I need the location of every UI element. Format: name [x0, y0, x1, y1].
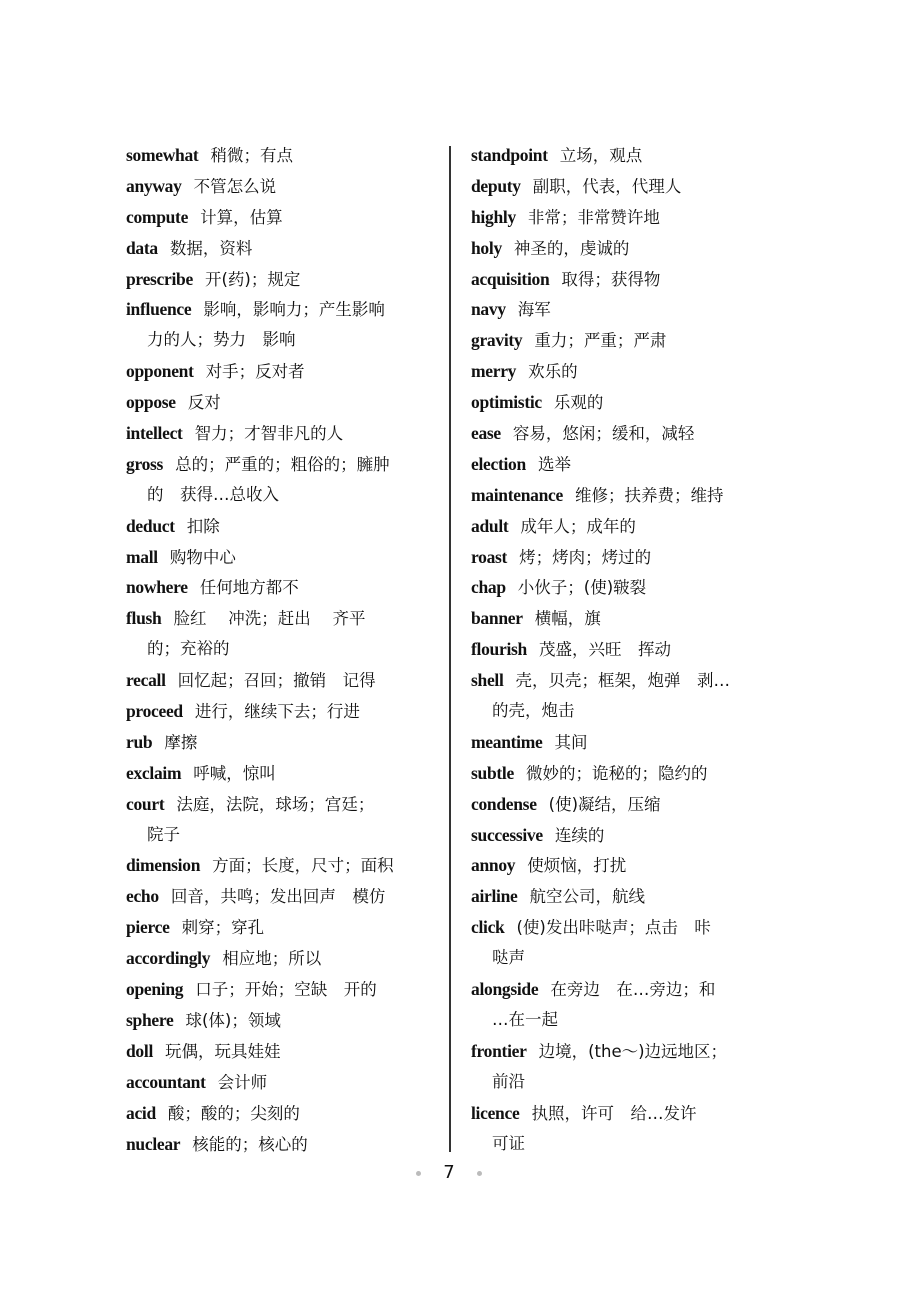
- vocab-entry: [471, 171, 781, 202]
- vocab-word: ease: [471, 423, 501, 444]
- vocab-definition: 海军: [517, 300, 551, 320]
- vocab-definition: 智力；才智非凡的人: [194, 424, 344, 444]
- vocab-word: oppose: [126, 392, 176, 413]
- vocab-definition: 脸红 冲洗；赶出 齐平: [173, 609, 366, 629]
- vocab-definition: 乐观的: [553, 393, 604, 413]
- vocab-word: licence: [471, 1102, 520, 1123]
- vocab-word: frontier: [471, 1040, 527, 1061]
- vocab-entry: [471, 820, 781, 851]
- vocab-definition: 横幅，旗: [534, 609, 601, 629]
- vocab-word: merry: [471, 361, 517, 382]
- vocab-word: doll: [126, 1040, 154, 1061]
- vocab-definition: 其间: [554, 732, 588, 752]
- vocab-entry: [471, 789, 781, 820]
- vocab-definition: 口子；开始；空缺 开的: [195, 980, 377, 1000]
- vocab-word: opponent: [126, 361, 194, 382]
- vocab-entry: [126, 294, 436, 356]
- vocab-word: pierce: [126, 917, 170, 938]
- vocab-entry: [126, 974, 436, 1005]
- vocab-word: influence: [126, 299, 192, 320]
- vocab-definition: 开(药)；规定: [204, 269, 301, 289]
- vocab-definition-continued: 院子: [147, 824, 180, 844]
- left-column: [126, 140, 436, 1159]
- vocab-definition: 计算，估算: [200, 207, 283, 227]
- vocab-word: sphere: [126, 1009, 174, 1030]
- vocab-definition: 不管怎么说: [193, 176, 277, 196]
- vocab-entry: [126, 233, 436, 264]
- vocab-definition: 刺穿；穿孔: [181, 918, 265, 938]
- vocab-word: meantime: [471, 731, 543, 752]
- vocab-word: data: [126, 237, 158, 258]
- vocab-entry: [126, 850, 436, 881]
- vocab-entry: [471, 881, 781, 912]
- vocab-entry: [471, 665, 781, 727]
- vocab-entry: [126, 727, 436, 758]
- vocab-entry: [126, 356, 436, 387]
- vocab-entry: [126, 912, 436, 943]
- vocab-entry: [126, 449, 436, 511]
- vocab-word: gravity: [471, 330, 523, 351]
- vocab-word: click: [471, 917, 505, 938]
- vocab-word: annoy: [471, 855, 516, 876]
- page-number: 7: [443, 1162, 455, 1183]
- vocab-entry: [471, 572, 781, 603]
- vocab-word: election: [471, 453, 526, 474]
- vocab-definition: 核能的；核心的: [192, 1134, 308, 1154]
- vocab-entry: [126, 1129, 436, 1160]
- vocab-word: nowhere: [126, 577, 188, 598]
- vocab-word: somewhat: [126, 145, 199, 165]
- vocab-definition: 茂盛，兴旺 挥动: [538, 640, 671, 660]
- vocab-definition: 容易，悠闲；缓和，减轻: [512, 424, 695, 444]
- vocab-definition: 任何地方都不: [199, 578, 299, 598]
- vocab-definition: 神圣的，虔诚的: [513, 238, 630, 258]
- vocab-word: shell: [471, 670, 504, 691]
- vocab-word: navy: [471, 299, 506, 320]
- vocab-definition: 非常；非常赞许地: [527, 207, 660, 227]
- vocab-word: deputy: [471, 175, 521, 196]
- vocab-definition: 取得；获得物: [561, 269, 661, 289]
- vocab-entry: [471, 1036, 781, 1098]
- vocab-definition: 法庭，法院，球场；宫廷；: [176, 794, 375, 814]
- vocab-word: mall: [126, 546, 158, 567]
- vocab-entry: [471, 634, 781, 665]
- vocab-definition: 小伙子；(使)皲裂: [517, 578, 647, 598]
- vocab-entry: [471, 727, 781, 758]
- vocab-entry: [126, 264, 436, 295]
- vocab-definition: 连续的: [554, 825, 605, 845]
- vocab-entry: [126, 171, 436, 202]
- vocab-entry: [126, 542, 436, 573]
- vocab-definition: 玩偶，玩具娃娃: [165, 1041, 281, 1061]
- vocab-word: accordingly: [126, 948, 211, 969]
- vocab-entry: [126, 418, 436, 449]
- vocab-word: echo: [126, 886, 159, 907]
- vocab-word: flourish: [471, 639, 527, 660]
- vocab-definition: (使)凝结，压缩: [548, 794, 661, 814]
- vocab-definition: 立场，观点: [559, 146, 643, 165]
- vocab-definition: (使)发出咔哒声；点击 咔: [516, 918, 711, 938]
- vocab-word: banner: [471, 608, 523, 629]
- vocab-definition-continued: 的 获得…总收入: [147, 484, 279, 504]
- vocab-entry: [126, 758, 436, 789]
- vocab-definition-continued: 前沿: [492, 1071, 525, 1091]
- vocab-entry: [126, 665, 436, 696]
- vocab-entry: [471, 418, 781, 449]
- vocab-word: court: [126, 793, 165, 814]
- vocab-definition: 进行，继续下去；行进: [194, 702, 360, 722]
- vocab-entry: [471, 264, 781, 295]
- vocab-definition: 选举: [537, 454, 571, 474]
- vocab-entry: [126, 387, 436, 418]
- vocab-entry: [471, 449, 781, 480]
- vocab-definition-continued: 可证: [492, 1133, 525, 1153]
- vocab-definition: 数据，资料: [169, 238, 253, 258]
- vocab-definition: 扣除: [186, 516, 220, 536]
- vocab-definition: 对手；反对者: [205, 362, 305, 382]
- vocab-entry: [471, 603, 781, 634]
- vocab-word: airline: [471, 886, 518, 907]
- vocab-definition: 成年人；成年的: [520, 516, 636, 536]
- vocab-word: intellect: [126, 423, 183, 444]
- vocab-word: acquisition: [471, 268, 550, 289]
- vocab-entry: [126, 881, 436, 912]
- vocab-entry: [126, 202, 436, 233]
- vocab-word: anyway: [126, 175, 182, 196]
- vocab-word: dimension: [126, 855, 201, 876]
- vocab-entry: [471, 325, 781, 356]
- vocab-word: prescribe: [126, 268, 193, 289]
- vocab-definition: 重力；严重；严肃: [534, 331, 667, 351]
- vocab-definition: 边境，(the～)边远地区；: [538, 1041, 728, 1061]
- vocab-definition: 摩擦: [164, 732, 198, 752]
- vocab-definition: 微妙的；诡秘的；隐约的: [525, 763, 708, 783]
- vocab-definition: 欢乐的: [528, 362, 578, 382]
- vocab-word: gross: [126, 453, 164, 474]
- vocab-entry: [126, 511, 436, 542]
- vocab-definition: 在旁边 在…旁边；和: [550, 980, 716, 1000]
- vocab-definition: 副职，代表，代理人: [532, 176, 682, 196]
- vocab-entry: [471, 542, 781, 573]
- vocab-word: rub: [126, 731, 153, 752]
- vocab-definition-continued: 的；充裕的: [147, 639, 230, 659]
- page-footer: [0, 1162, 898, 1183]
- vocab-word: condense: [471, 793, 537, 814]
- vocab-word: holy: [471, 237, 502, 258]
- vocab-definition: 酸；酸的；尖刻的: [167, 1103, 300, 1123]
- vocab-definition: 维修；扶养费；维持: [574, 485, 724, 505]
- vocab-definition: 呼喊，惊叫: [193, 763, 276, 783]
- vocab-entry: [471, 387, 781, 418]
- vocab-definition: 执照，许可 给…发许: [531, 1103, 697, 1123]
- vocab-word: deduct: [126, 515, 175, 536]
- vocab-word: highly: [471, 206, 516, 227]
- vocab-entry: [471, 480, 781, 511]
- vocab-word: compute: [126, 206, 189, 227]
- vocab-entry: [471, 202, 781, 233]
- vocab-entry: [126, 572, 436, 603]
- vocab-definition: 使烦恼，打扰: [527, 856, 627, 876]
- right-column: [471, 140, 781, 1159]
- vocab-word: acid: [126, 1102, 156, 1123]
- vocab-definition-continued: 力的人；势力 影响: [147, 330, 296, 350]
- dot-decoration: [416, 1171, 421, 1176]
- vocab-word: proceed: [126, 701, 183, 722]
- vocab-entry: [126, 1036, 436, 1067]
- vocab-entry: [126, 140, 436, 171]
- vocab-definition: 回忆起；召回；撤销 记得: [177, 671, 376, 691]
- vocab-entry: [126, 696, 436, 727]
- vocab-entry: [471, 140, 781, 171]
- vocab-definition: 反对: [187, 393, 221, 413]
- vocab-definition-continued: 哒声: [492, 948, 525, 968]
- vocab-entry: [126, 603, 436, 665]
- vocab-word: alongside: [471, 979, 539, 1000]
- vocab-entry: [471, 850, 781, 881]
- dot-decoration: [477, 1171, 482, 1176]
- vocab-entry: [471, 294, 781, 325]
- vocab-definition: 购物中心: [169, 547, 236, 567]
- vocab-word: roast: [471, 546, 508, 567]
- vocab-word: recall: [126, 670, 166, 691]
- vocab-definition: 壳，贝壳；框架，炮弹 剥…: [515, 671, 731, 691]
- vocab-entry: [471, 356, 781, 387]
- vocab-entry: [471, 511, 781, 542]
- vocab-definition-continued: 的壳，炮击: [492, 701, 575, 721]
- vocab-word: maintenance: [471, 484, 563, 505]
- vocab-word: subtle: [471, 762, 514, 783]
- vocab-entry: [471, 912, 781, 974]
- vocab-word: exclaim: [126, 762, 182, 783]
- vocab-definition: 相应地；所以: [222, 949, 322, 969]
- vocab-word: adult: [471, 515, 509, 536]
- vocab-word: standpoint: [471, 145, 548, 165]
- vocab-entry: [471, 758, 781, 789]
- vocab-definition: 影响，影响力；产生影响: [203, 300, 385, 320]
- vocab-definition-continued: …在一起: [492, 1009, 558, 1029]
- vocab-word: successive: [471, 824, 543, 845]
- vocab-entry: [126, 943, 436, 974]
- vocab-entry: [471, 233, 781, 264]
- vocab-definition: 航空公司，航线: [529, 887, 646, 907]
- column-divider: [449, 146, 451, 1152]
- vocab-word: accountant: [126, 1071, 206, 1092]
- vocab-word: nuclear: [126, 1133, 181, 1154]
- vocab-word: opening: [126, 979, 184, 1000]
- vocab-word: flush: [126, 608, 162, 629]
- vocab-entry: [126, 1098, 436, 1129]
- vocab-entry: [126, 1005, 436, 1036]
- vocab-word: optimistic: [471, 392, 542, 413]
- vocab-definition: 会计师: [217, 1072, 268, 1092]
- vocab-entry: [126, 789, 436, 851]
- vocab-word: chap: [471, 577, 506, 598]
- vocab-definition: 球(体)；领域: [185, 1010, 281, 1030]
- vocab-entry: [471, 1098, 781, 1160]
- vocab-entry: [126, 1067, 436, 1098]
- vocab-definition: 回音，共鸣；发出回声 模仿: [170, 887, 386, 907]
- vocab-definition: 稍微；有点: [210, 146, 293, 165]
- vocab-definition: 总的；严重的；粗俗的；臃肿: [175, 454, 390, 474]
- vocab-definition: 方面；长度，尺寸；面积: [212, 856, 394, 876]
- vocab-definition: 烤；烤肉；烤过的: [519, 547, 652, 567]
- vocab-entry: [471, 974, 781, 1036]
